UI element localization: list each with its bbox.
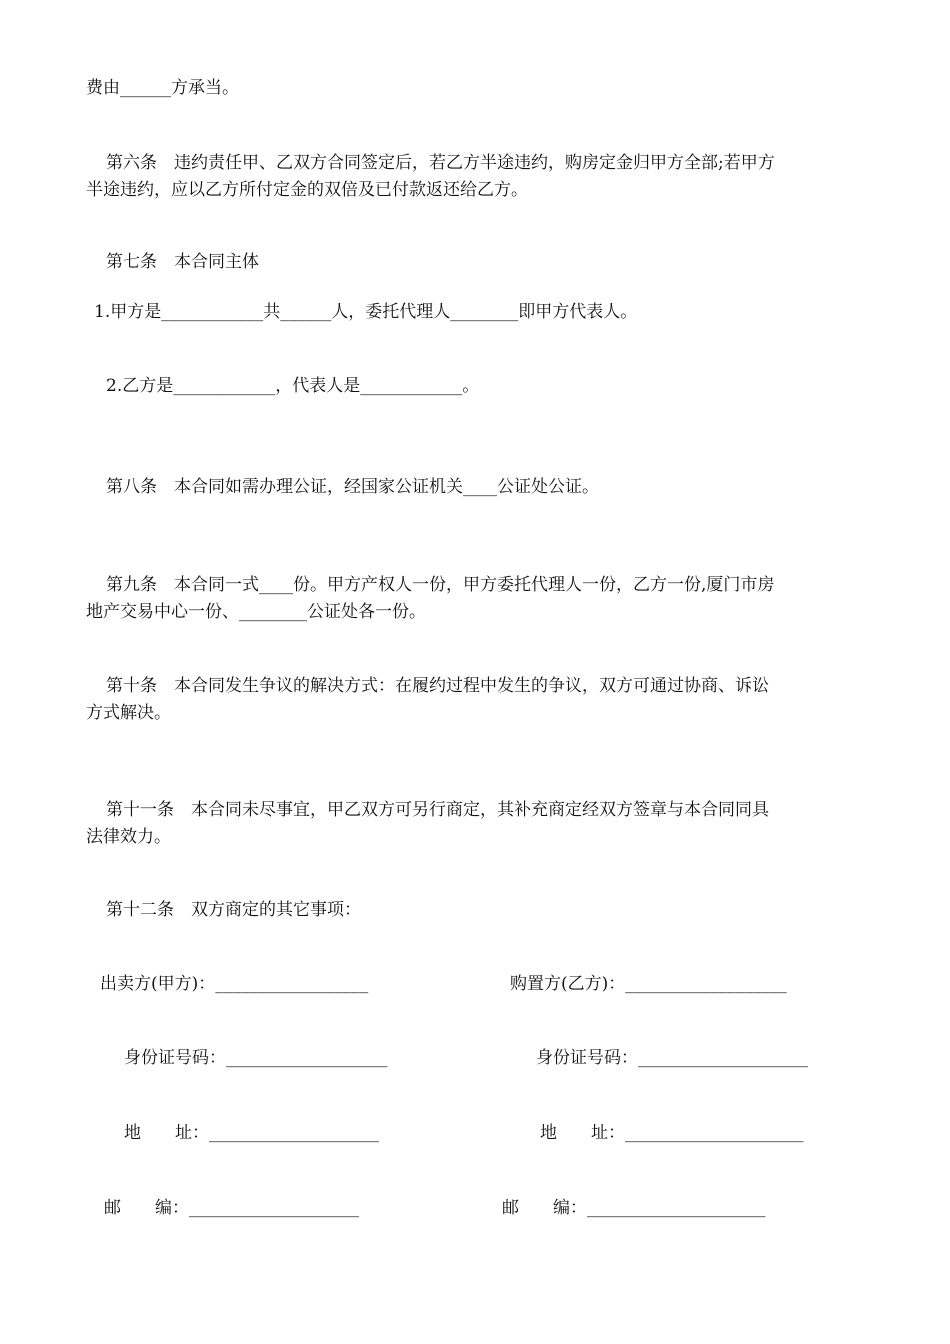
clause-8: 第八条 本合同如需办理公证，经国家公证机关____公证处公证。 [106,477,599,497]
clause-7-item-1: 1.甲方是____________共______人，委托代理人________即甲方代表人。 [94,302,638,322]
clause-9-line-1: 第九条 本合同一式____份。甲方产权人一份，甲方委托代理人一份，乙方一份,厦门市房 [106,575,775,595]
buyer-id-field: 身份证号码：____________________ [536,1048,808,1068]
clause-10-line-2: 方式解决。 [86,703,171,723]
clause-10-line-1: 第十条 本合同发生争议的解决方式：在履约过程中发生的争议，双方可通过协商、诉讼 [106,676,769,696]
seller-id-field: 身份证号码：___________________ [124,1048,388,1068]
buyer-zip-field: 邮 编：_____________________ [502,1198,766,1218]
clause-11-line-2: 法律效力。 [86,827,171,847]
clause-9-line-2: 地产交易中心一份、________公证处各一份。 [86,602,426,622]
clause-6-line-2: 半途违约，应以乙方所付定金的双倍及已付款返还给乙方。 [86,180,528,200]
clause-5-tail: 费由______方承当。 [86,78,239,98]
seller-address-field: 地 址：____________________ [124,1123,379,1143]
buyer-address-field: 地 址：_____________________ [540,1123,804,1143]
seller-zip-field: 邮 编：____________________ [104,1198,359,1218]
buyer-signature-field: 购置方(乙方)：___________________ [510,974,787,994]
clause-11-line-1: 第十一条 本合同未尽事宜，甲乙双方可另行商定，其补充商定经双方签章与本合同同具 [106,800,769,820]
clause-7-heading: 第七条 本合同主体 [106,252,259,272]
clause-6-line-1: 第六条 违约责任甲、乙双方合同签定后，若乙方半途违约，购房定金归甲方全部;若甲方 [106,153,775,173]
clause-12-heading: 第十二条 双方商定的其它事项： [106,900,361,920]
seller-signature-field: 出卖方(甲方)：__________________ [100,974,369,994]
clause-7-item-2: 2.乙方是____________，代表人是____________。 [106,376,480,396]
